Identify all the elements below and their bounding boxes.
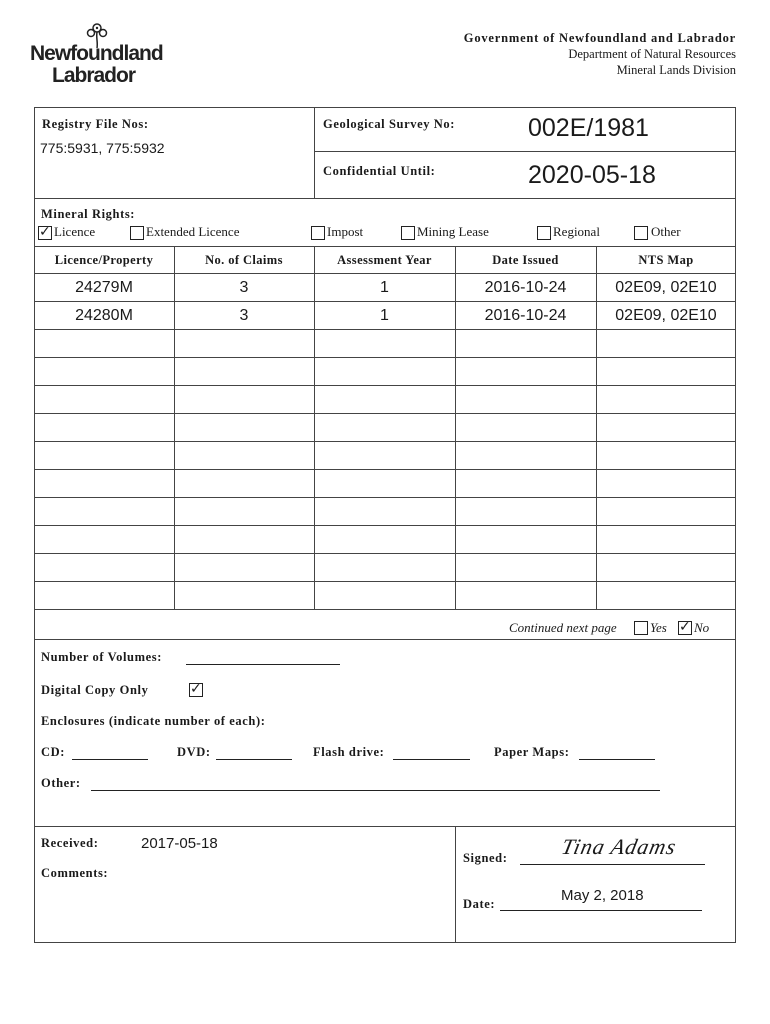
impost-option-label: Impost: [327, 224, 364, 239]
col-assessment-year: Assessment Year: [337, 253, 432, 267]
division-title: Mineral Lands Division: [616, 63, 736, 77]
licence-option-label: Licence: [54, 224, 96, 239]
cell-assessment-year: 1: [380, 307, 389, 324]
volumes-field[interactable]: [186, 664, 340, 665]
cell-nts-map: 02E09, 02E10: [615, 279, 717, 296]
flash-drive-label: Flash drive:: [313, 745, 385, 759]
extended-licence-option-label: Extended Licence: [146, 224, 240, 239]
enclosures-label: Enclosures (indicate number of each):: [41, 714, 266, 728]
confidential-value: 2020-05-18: [528, 161, 656, 189]
other-option-label: Other: [651, 224, 681, 239]
mining-lease-checkbox[interactable]: [401, 226, 415, 240]
header-block: [376, 30, 736, 78]
cell-claims: 3: [239, 279, 249, 296]
col-licence-property: Licence/Property: [54, 253, 154, 267]
date-label: Date:: [463, 897, 496, 911]
received-value: 2017-05-18: [141, 835, 218, 852]
cell-date-issued: 2016-10-24: [484, 307, 567, 324]
licence-checkbox[interactable]: ✓: [39, 224, 51, 240]
dvd-label: DVD:: [177, 745, 211, 759]
digital-copy-checkbox[interactable]: ✓: [190, 681, 202, 697]
paper-maps-label: Paper Maps:: [494, 745, 570, 759]
comments-label: Comments:: [41, 866, 109, 880]
date-field[interactable]: [500, 910, 702, 911]
continued-yes-label: Yes: [650, 620, 667, 635]
cell-date-issued: 2016-10-24: [484, 279, 567, 296]
cd-field[interactable]: [72, 759, 148, 760]
continued-no-label: No: [694, 620, 710, 635]
flash-drive-field[interactable]: [393, 759, 470, 760]
geo-survey-value: 002E/1981: [528, 114, 649, 142]
gov-title: Government of Newfoundland and Labrador: [463, 31, 736, 45]
cd-label: CD:: [41, 745, 66, 759]
signed-field[interactable]: [520, 864, 705, 865]
date-value: May 2, 2018: [561, 887, 644, 904]
digital-copy-label: Digital Copy Only: [41, 683, 149, 697]
dvd-field[interactable]: [216, 759, 292, 760]
continued-label: Continued next page: [509, 620, 617, 635]
logo-line2: Labrador: [52, 64, 136, 87]
continued-next-page: [509, 620, 617, 636]
geo-survey-label: Geological Survey No:: [323, 117, 456, 131]
continued-yes-checkbox[interactable]: [634, 621, 648, 635]
continued-no-checkbox[interactable]: ✓: [679, 619, 691, 635]
cell-claims: 3: [239, 307, 249, 324]
logo: [30, 20, 163, 90]
registry-label: Registry File Nos:: [42, 117, 149, 131]
mineral-rights-label: Mineral Rights:: [41, 207, 136, 221]
volumes-label: Number of Volumes:: [41, 650, 162, 664]
dept-title: Department of Natural Resources: [568, 47, 736, 61]
cell-nts-map: 02E09, 02E10: [615, 307, 717, 324]
regional-option-label: Regional: [553, 224, 600, 239]
paper-maps-field[interactable]: [579, 759, 655, 760]
col-nts-map: NTS Map: [638, 253, 694, 267]
received-label: Received:: [41, 836, 99, 850]
other-enclosures-label: Other:: [41, 776, 81, 790]
logo-line1: Newfoundland: [30, 42, 163, 65]
mining-lease-option-label: Mining Lease: [417, 224, 489, 239]
regional-checkbox[interactable]: [537, 226, 551, 240]
extended-licence-checkbox[interactable]: [130, 226, 144, 240]
other-enclosures-field[interactable]: [91, 790, 660, 791]
registry-value: 775:5931, 775:5932: [40, 140, 165, 156]
signed-label: Signed:: [463, 851, 508, 865]
impost-checkbox[interactable]: [311, 226, 325, 240]
other-checkbox[interactable]: [634, 226, 648, 240]
col-date-issued: Date Issued: [492, 253, 559, 267]
cell-licence: 24280M: [75, 307, 133, 324]
col-no-of-claims: No. of Claims: [205, 253, 283, 267]
cell-licence: 24279M: [75, 279, 133, 296]
confidential-label: Confidential Until:: [323, 164, 436, 178]
signature: Tina Adams: [559, 834, 679, 859]
cell-assessment-year: 1: [380, 279, 389, 296]
